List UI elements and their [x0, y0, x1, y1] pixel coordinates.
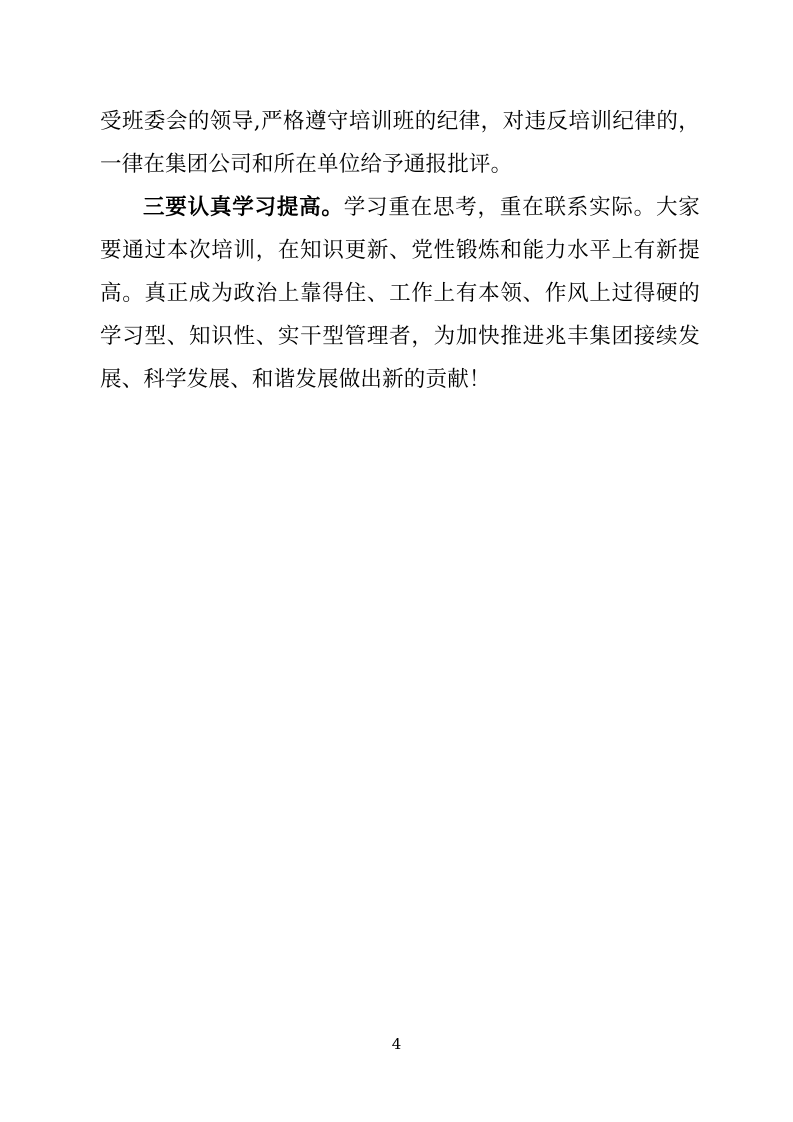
paragraph-text: 受班委会的领导,严格遵守培训班的纪律，对违反培训纪律的，一律在集团公司和所在单位给予通报批评。	[100, 109, 700, 177]
page-number: 4	[391, 1035, 402, 1053]
document-body	[100, 100, 700, 401]
paragraph-lead-heading: 三要认真学习提高。	[143, 195, 344, 220]
paragraph-discipline	[100, 100, 700, 186]
paragraph-text: 学习重在思考，重在联系实际。大家要通过本次培训，在知识更新、党性锻炼和能力水平上有新提高。真正成为政治上靠得住、工作上有本领、作风上过得硬的学习型、知识性、实干型管理者，为加快推进兆丰集团接续发展、科学发展、和谐发展做出新的贡献！	[100, 195, 700, 392]
paragraph-third-point	[100, 186, 700, 401]
